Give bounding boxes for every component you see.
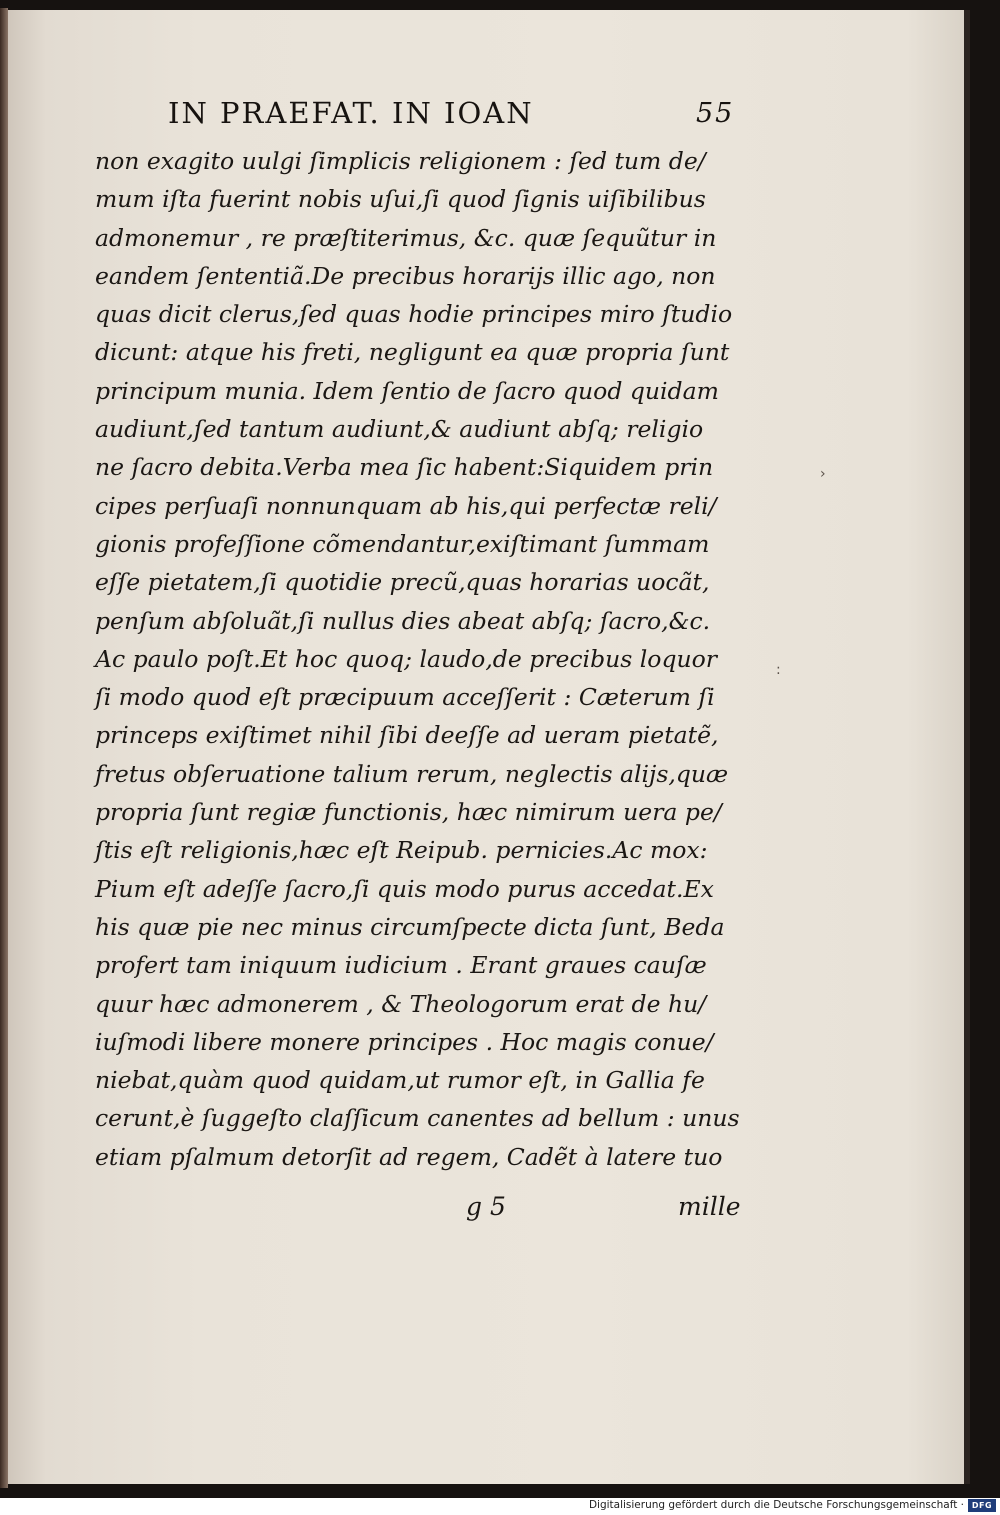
text-line: ſtis eſt religionis,hæc eſt Reipub. pernicies.Ac mox: bbox=[95, 836, 708, 865]
text-line: niebat,quàm quod quidam,ut rumor eſt, in Gallia fe bbox=[95, 1066, 705, 1095]
text-line: non exagito uulgi ſimplicis religionem : ſed tum de/ bbox=[95, 147, 706, 175]
page-number: 55 bbox=[696, 98, 735, 129]
signature-mark: g 5 bbox=[466, 1192, 506, 1221]
text-line: his quæ pie nec minus circumſpecte dicta ſunt, Beda bbox=[95, 912, 725, 941]
text-line: profert tam iniquum iudicium . Erant graues cauſæ bbox=[95, 951, 707, 980]
text-line: ne ſacro debita.Verba mea ſic habent:Siquidem prin bbox=[95, 453, 714, 482]
book-binding-edge bbox=[0, 8, 8, 1488]
text-line: princeps exiſtimet nihil ſibi deeſſe ad ueram pietatẽ, bbox=[95, 721, 719, 750]
margin-mark: : bbox=[776, 662, 781, 678]
text-line: audiunt,ſed tantum audiunt,& audiunt abſq; religio bbox=[95, 415, 704, 444]
text-line: Pium eſt adeſſe ſacro,ſi quis modo purus accedat.Ex bbox=[95, 874, 714, 903]
text-line: cipes perſuaſi nonnunquam ab his,qui perfectæ reli/ bbox=[95, 491, 717, 520]
text-line: dicunt: atque his freti, negligunt ea quæ propria ſunt bbox=[95, 338, 730, 367]
text-line: principum munia. Idem ſentio de ſacro quod quidam bbox=[95, 376, 719, 405]
text-line: cerunt,è ſuggeſto claſſicum canentes ad bellum : unus bbox=[95, 1104, 740, 1133]
body-text bbox=[95, 142, 785, 1176]
text-line: ſi modo quod eſt præcipuum acceſſerit : Cæterum ſi bbox=[95, 683, 715, 712]
text-line: quur hæc admonerem , & Theologorum erat de hu/ bbox=[95, 989, 707, 1018]
digitization-footer bbox=[0, 1498, 1000, 1515]
text-line: propria ſunt regiæ functionis, hæc nimirum uera pe/ bbox=[95, 798, 722, 827]
running-head-title: IN PRAEFAT. IN IOAN bbox=[168, 96, 534, 130]
catchword: mille bbox=[678, 1192, 741, 1221]
funding-credit: Digitalisierung gefördert durch die Deutsche Forschungsgemeinschaft · bbox=[588, 1499, 964, 1511]
text-line: penſum abſoluãt,ſi nullus dies abeat abſq; ſacro,&c. bbox=[95, 606, 711, 635]
text-line: mum iſta fuerint nobis uſui,ſi quod ſignis uiſibilibus bbox=[95, 185, 706, 214]
text-line: eſſe pietatem,ſi quotidie precũ,quas horarias uocãt, bbox=[95, 568, 710, 597]
text-line: Ac paulo poſt.Et hoc quoq; laudo,de precibus loquor bbox=[95, 644, 718, 673]
running-head bbox=[168, 96, 768, 136]
dfg-logo-icon: DFG bbox=[968, 1499, 996, 1512]
text-line: admonemur , re præſtiterimus, &c. quæ ſequũtur in bbox=[95, 223, 717, 252]
text-line: iuſmodi libere monere principes . Hoc magis conue/ bbox=[95, 1027, 714, 1056]
text-line: quas dicit clerus,ſed quas hodie principes miro ſtudio bbox=[95, 300, 733, 329]
text-line: eandem ſententiã.De precibus horarijs illic ago, non bbox=[95, 261, 716, 290]
text-line: etiam pſalmum detorſit ad regem, Cadẽt à latere tuo bbox=[95, 1142, 723, 1171]
text-line: gionis profeſſione cõmendantur,exiſtimant ſummam bbox=[95, 529, 710, 558]
text-line: fretus obſeruatione talium rerum, neglectis alijs,quæ bbox=[95, 759, 729, 788]
margin-mark: › bbox=[820, 466, 826, 482]
signature-line bbox=[466, 1192, 766, 1232]
